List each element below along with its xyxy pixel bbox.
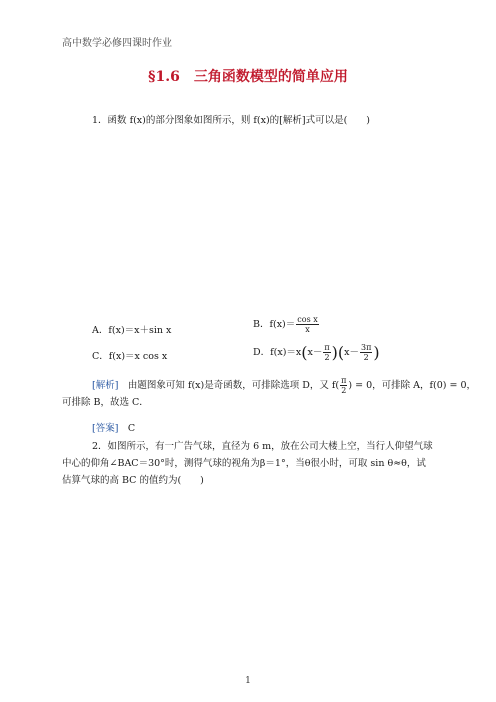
question-2-text: 2．如图所示，有一广告气球，直径为 6 m，放在公司大楼上空，当行人仰望气球中心的仰角∠BAC＝30°时，测得气球的视角为β＝1°，当θ很小时，可取 sin θ≈θ，试估算气球的高 BC 的值约为( ) (62, 441, 433, 486)
option-d-paren: ) (331, 343, 338, 362)
option-d-factor2-denominator: 2 (363, 353, 369, 362)
analysis-line-2: 可排除 B，故选 C． (62, 397, 149, 408)
option-d-factor1-lead: x－ (307, 347, 323, 358)
option-d-factor2-numerator: 3π (361, 343, 372, 352)
analysis-denominator: 2 (341, 386, 347, 395)
option-d-factor1-numerator: π (324, 343, 330, 352)
answer-tag: [答案] (92, 423, 119, 434)
analysis-text-b: ) = 0，可排除 A，f(0) = 0， (348, 380, 477, 391)
option-a: A．f(x)＝x＋sin x (92, 325, 172, 336)
analysis-fraction (340, 376, 347, 395)
option-d-factor1-fraction (323, 343, 330, 362)
page-number: 1 (245, 676, 251, 686)
analysis-line-1 (92, 376, 476, 395)
analysis-numerator: π (341, 376, 347, 385)
option-d-factor2-fraction (360, 343, 372, 362)
option-d-paren: ) (373, 343, 380, 362)
answer-value: C (118, 423, 136, 434)
analysis-text-a: 由题图象可知 f(x)是奇函数，可排除选项 D，又 f( (118, 380, 340, 391)
option-c: C．f(x)＝x cos x (92, 351, 168, 362)
analysis-tag: [解析] (92, 380, 119, 391)
option-d-factor2-lead: x－ (344, 347, 359, 358)
option-d-prefix: D．f(x)＝x (253, 347, 302, 358)
option-b-fraction (296, 315, 318, 334)
option-b (253, 315, 320, 334)
section-title: §1.6 三角函数模型的简单应用 (148, 69, 348, 85)
option-d-paren: ( (301, 343, 308, 362)
option-d-paren: ( (337, 343, 345, 362)
page-header: 高中数学必修四课时作业 (62, 38, 172, 49)
answer-line (92, 420, 135, 434)
option-b-prefix: B．f(x)＝ (253, 319, 296, 330)
option-b-denominator: x (305, 325, 310, 334)
option-d-factor1-denominator: 2 (324, 353, 330, 362)
option-b-numerator: cos x (297, 315, 318, 324)
question-1-stem: 1．函数 f(x)的部分图象如图所示，则 f(x)的[解析]式可以是( ) (92, 115, 370, 126)
option-d (253, 343, 380, 362)
